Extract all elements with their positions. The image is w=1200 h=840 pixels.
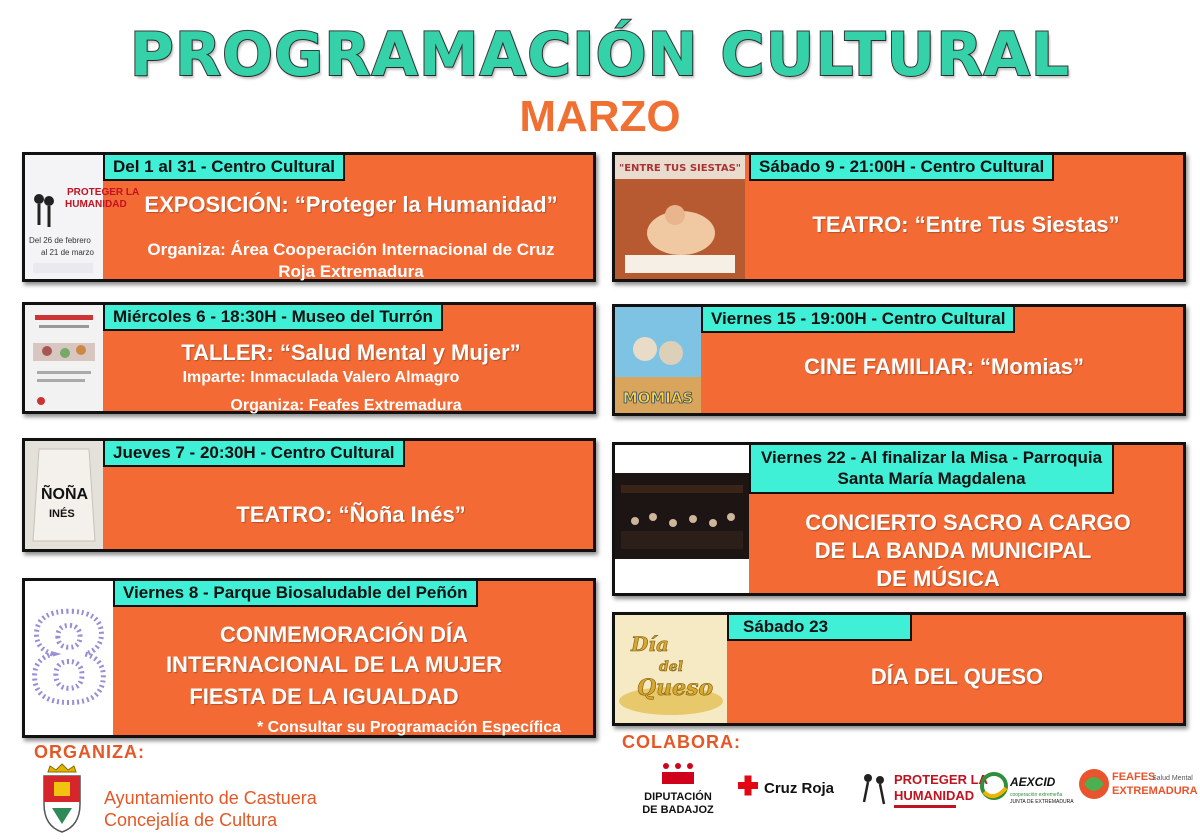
svg-text:PROTEGER LA: PROTEGER LA xyxy=(67,187,140,198)
event-headline-line: INTERNACIONAL DE LA MUJER xyxy=(165,652,503,677)
svg-text:cooperación extremeña: cooperación extremeña xyxy=(1010,792,1063,798)
svg-text:Salud Mental: Salud Mental xyxy=(1152,775,1193,782)
svg-text:INÉS: INÉS xyxy=(49,508,75,520)
event-headline-line: DE MÚSICA xyxy=(876,566,1000,591)
organiza-label: ORGANIZA: xyxy=(34,742,145,762)
poster-8-marzo-icon xyxy=(25,581,113,735)
event-date-tag-line: Viernes 22 - Al finalizar la Misa - Parroquia xyxy=(761,448,1103,467)
event-headline: DÍA DEL QUESO xyxy=(870,664,1044,689)
event-date-tag: Sábado 9 - 21:00H - Centro Cultural xyxy=(749,155,1054,181)
svg-text:Del 26 de febrero: Del 26 de febrero xyxy=(29,236,91,245)
event-date-tag: Miércoles 6 - 18:30H - Museo del Turrón xyxy=(103,305,443,331)
svg-text:Día: Día xyxy=(631,632,669,656)
page-subtitle-month: MARZO xyxy=(519,92,681,141)
svg-text:"ENTRE TUS SIESTAS": "ENTRE TUS SIESTAS" xyxy=(618,163,742,174)
svg-text:HUMANIDAD: HUMANIDAD xyxy=(65,199,127,210)
svg-text:DIPUTACIÓN: DIPUTACIÓN xyxy=(644,791,712,803)
event-card-taller[interactable] xyxy=(22,302,596,414)
feafes-logo-icon xyxy=(1076,758,1200,818)
svg-text:Cruz Roja: Cruz Roja xyxy=(764,780,835,797)
svg-text:FEAFES: FEAFES xyxy=(1112,771,1156,783)
event-card-teatro-siestas[interactable] xyxy=(612,152,1186,282)
svg-text:ÑOÑA: ÑOÑA xyxy=(41,486,89,503)
poster-momias-icon xyxy=(615,307,701,413)
event-headline: TEATRO: “Ñoña Inés” xyxy=(236,502,466,527)
event-headline: TEATRO: “Entre Tus Siestas” xyxy=(812,212,1120,237)
poster-nona-ines-icon xyxy=(25,441,103,549)
poster-taller-salud-mental-icon xyxy=(25,305,103,411)
svg-text:MOMIAS: MOMIAS xyxy=(622,389,694,407)
event-detail: Imparte: Inmaculada Valero Almagro xyxy=(182,369,460,386)
svg-text:DE BADAJOZ: DE BADAJOZ xyxy=(642,804,714,816)
page-title: PROGRAMACIÓN CULTURAL xyxy=(129,20,1071,90)
event-date-tag: Jueves 7 - 20:30H - Centro Cultural xyxy=(103,441,405,467)
coat-of-arms-icon xyxy=(40,762,84,834)
event-headline: CINE FAMILIAR: “Momias” xyxy=(804,354,1084,379)
proteger-humanidad-logo-icon xyxy=(856,758,988,818)
poster-entre-tus-siestas-icon xyxy=(615,155,745,279)
event-headline-line: FIESTA DE LA IGUALDAD xyxy=(189,684,459,709)
svg-text:PROTEGER LA: PROTEGER LA xyxy=(894,772,988,787)
organizer-line: Ayuntamiento de Castuera xyxy=(104,788,317,808)
event-headline: EXPOSICIÓN: “Proteger la Humanidad” xyxy=(144,192,558,217)
event-card-concierto[interactable] xyxy=(612,442,1186,596)
event-headline-line: CONMEMORACIÓN DÍA xyxy=(219,622,469,647)
event-detail: * Consultar su Programación Específica xyxy=(256,719,562,736)
event-card-dia-mujer[interactable] xyxy=(22,578,596,738)
event-card-cine[interactable] xyxy=(612,304,1186,416)
event-detail: Organiza: Área Cooperación Internacional de Cruz xyxy=(147,240,555,259)
event-card-dia-queso[interactable] xyxy=(612,612,1186,726)
event-detail: Roja Extremadura xyxy=(278,262,424,281)
event-headline-line: DE LA BANDA MUNICIPAL xyxy=(814,538,1092,563)
event-date-tag: Sábado 23 xyxy=(727,615,912,641)
event-date-tag xyxy=(749,445,1114,494)
event-headline-line: CONCIERTO SACRO A CARGO xyxy=(805,510,1131,535)
organizer-line: Concejalía de Cultura xyxy=(104,810,278,830)
svg-text:8: 8 xyxy=(27,591,111,730)
svg-text:AEXCID: AEXCID xyxy=(1010,775,1056,789)
event-date-tag: Viernes 8 - Parque Biosaludable del Peñón xyxy=(113,581,478,607)
photo-banda-municipal-icon xyxy=(615,445,749,593)
svg-text:Queso: Queso xyxy=(637,675,714,701)
event-date-tag: Viernes 15 - 19:00H - Centro Cultural xyxy=(701,307,1015,333)
colabora-label: COLABORA: xyxy=(622,732,741,752)
red-cross-icon xyxy=(730,758,838,818)
svg-text:EXTREMADURA: EXTREMADURA xyxy=(1112,785,1198,797)
event-detail: Organiza: Feafes Extremadura xyxy=(230,397,462,414)
event-headline: TALLER: “Salud Mental y Mujer” xyxy=(181,340,521,365)
event-card-exposicion[interactable] xyxy=(22,152,596,282)
svg-text:del: del xyxy=(659,659,684,675)
event-date-tag-line: Santa María Magdalena xyxy=(837,469,1026,489)
poster-dia-del-queso-icon xyxy=(615,615,727,723)
svg-text:al 21 de marzo: al 21 de marzo xyxy=(41,248,94,257)
svg-text:JUNTA DE EXTREMADURA: JUNTA DE EXTREMADURA xyxy=(1010,799,1074,805)
poster-proteger-humanidad-icon xyxy=(25,155,140,279)
diputacion-badajoz-logo-icon xyxy=(632,758,724,818)
aexcid-logo-icon xyxy=(978,758,1078,818)
event-card-teatro-nona[interactable] xyxy=(22,438,596,552)
svg-text:HUMANIDAD: HUMANIDAD xyxy=(894,788,975,803)
event-date-tag: Del 1 al 31 - Centro Cultural xyxy=(103,155,345,181)
